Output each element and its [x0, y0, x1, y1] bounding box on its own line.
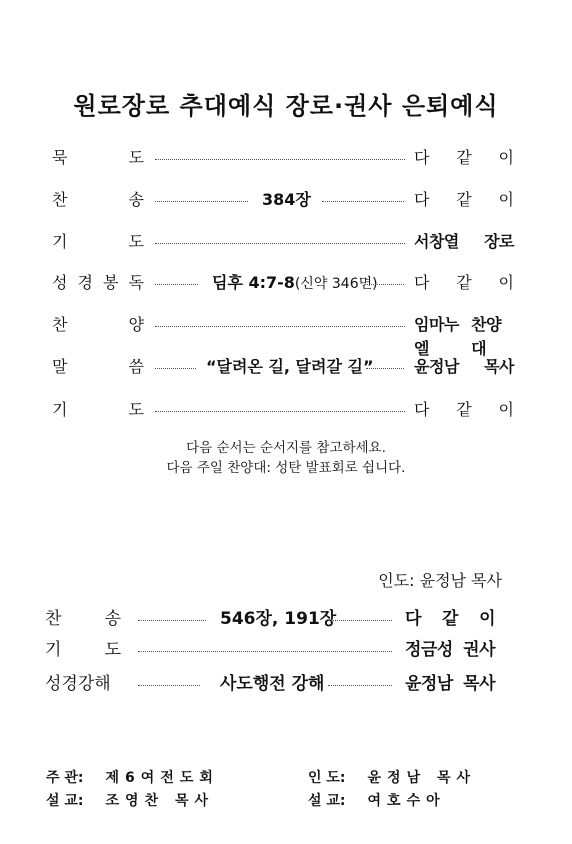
- program2-row: [0, 606, 572, 632]
- footer-preacher-value: 조영찬 목사: [105, 793, 215, 809]
- program-label: 기 도: [52, 232, 144, 251]
- program-item-detail: 딤후 4:7-8(신약 346면): [212, 273, 378, 292]
- program-label: 기 도: [52, 400, 144, 419]
- program-leader: 다 같 이: [414, 273, 514, 292]
- program-leader: 다 같 이: [414, 190, 514, 209]
- footer-leader-value: 윤정남 목사: [367, 770, 477, 786]
- program2-label: 기 도: [45, 640, 121, 660]
- footer-leader: [308, 767, 476, 787]
- program-note: (신약 346면): [294, 276, 378, 292]
- program-leader: 다 같 이: [414, 148, 514, 167]
- dot-leader: [322, 201, 404, 202]
- program2-leader: 정금성 권사: [405, 640, 495, 660]
- dot-leader: [138, 685, 200, 686]
- footer-host: [46, 767, 219, 787]
- program2-label: 찬 송: [45, 609, 121, 629]
- dot-leader: [328, 685, 392, 686]
- program-item-detail: 384장: [262, 190, 311, 209]
- dot-leader: [155, 411, 405, 412]
- program-row: [0, 188, 572, 212]
- dot-leader: [155, 201, 248, 202]
- program2-leader: 다 같 이: [405, 609, 495, 629]
- footer-leader-label: 인 도:: [308, 770, 346, 786]
- footer-preacher2-value: 여호수아: [367, 793, 446, 809]
- program2-leader: 윤정남 목사: [405, 674, 495, 694]
- program-leader: 다 같 이: [414, 400, 514, 419]
- program-leader: 윤정남 목사: [414, 357, 514, 376]
- program-item-detail: “달려온 길, 달려갈 길”: [206, 357, 374, 376]
- program-row: [0, 313, 572, 358]
- footer-host-label: 주 관:: [46, 770, 84, 786]
- notice-line-1: 다음 순서는 순서지를 참고하세요.: [186, 440, 386, 456]
- officiant-line: 인도: 윤정남 목사: [378, 571, 502, 590]
- program2-item-detail: 사도행전 강해: [220, 674, 325, 694]
- program-row: [0, 146, 572, 170]
- notice-line-2: 다음 주일 찬양대: 성탄 발표회로 쉽니다.: [166, 460, 406, 476]
- footer-host-value: 제6여전도회: [105, 770, 219, 786]
- footer-preacher-label: 설 교:: [46, 793, 84, 809]
- program-label: 찬 양: [52, 315, 144, 334]
- program-label: 성 경 봉 독: [52, 273, 144, 292]
- program-label: 말 씀: [52, 357, 144, 376]
- program-label: 찬 송: [52, 190, 144, 209]
- dot-leader: [138, 651, 392, 652]
- dot-leader: [364, 284, 404, 285]
- program2-label: 성경강해: [45, 674, 111, 694]
- footer-preacher2-label: 설 교:: [308, 793, 346, 809]
- footer-preacher: [46, 790, 214, 810]
- page-title: 원로장로 추대예식 장로·권사 은퇴예식: [73, 92, 499, 120]
- program-label: 묵 도: [52, 148, 144, 167]
- program2-row: [0, 637, 572, 663]
- dot-leader: [155, 243, 405, 244]
- program-row: [0, 230, 572, 254]
- program-row: [0, 271, 572, 295]
- dot-leader: [366, 368, 404, 369]
- program-leader: 서창열 장로: [414, 232, 514, 251]
- dot-leader: [328, 620, 392, 621]
- program-row: [0, 398, 572, 422]
- program-row: [0, 355, 572, 379]
- dot-leader: [155, 326, 405, 327]
- program2-item-detail: 546장, 191장: [220, 609, 337, 629]
- program-leader: 임마누엘 찬양대: [414, 315, 502, 358]
- footer-preacher2: [308, 790, 446, 810]
- dot-leader: [155, 159, 405, 160]
- dot-leader: [138, 620, 206, 621]
- dot-leader: [155, 368, 196, 369]
- program2-row: [0, 671, 572, 697]
- dot-leader: [155, 284, 198, 285]
